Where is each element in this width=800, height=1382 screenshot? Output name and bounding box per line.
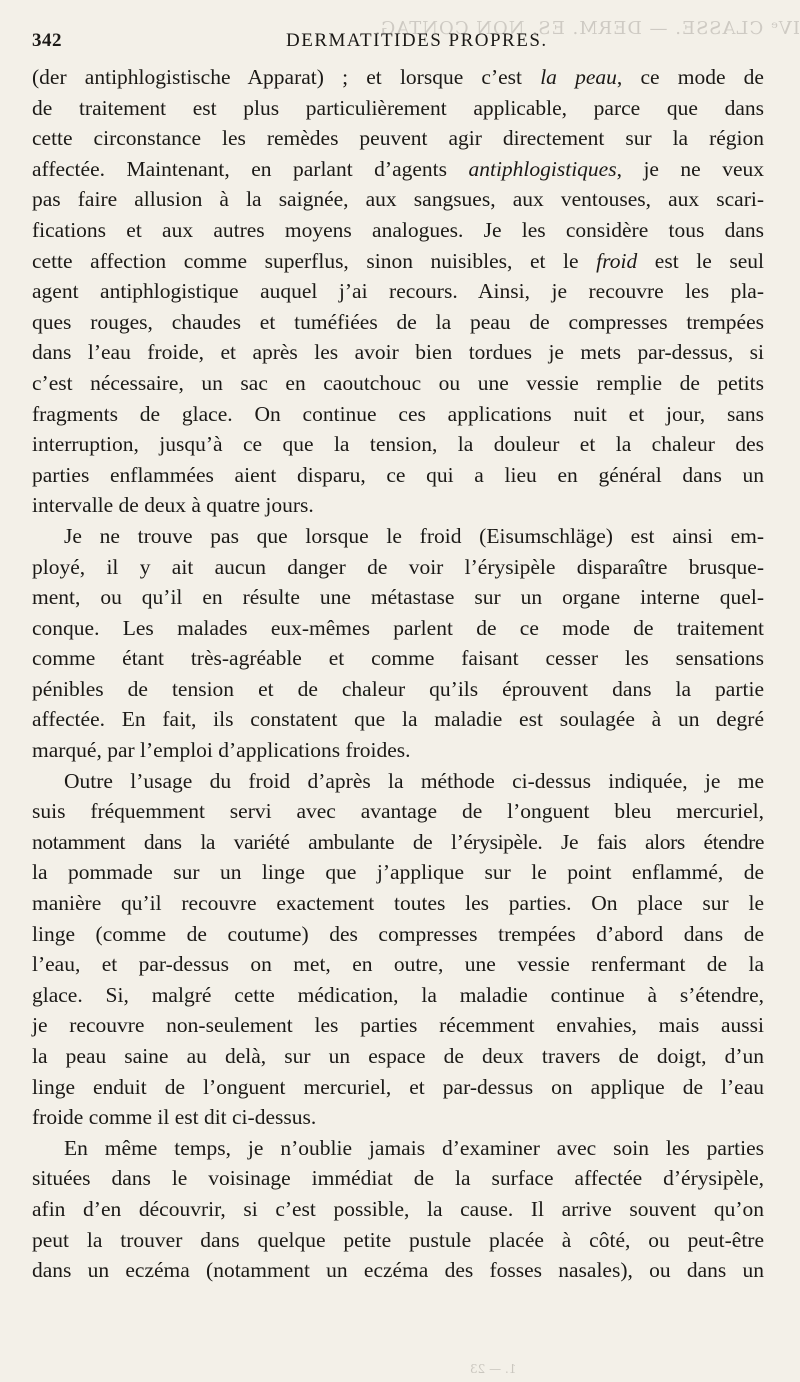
text-line: intervalle de deux à quatre jours. [32,493,314,518]
text-line: En même temps, je n’oublie jamais d’examiner avec soin les parties [64,1135,764,1160]
text-line: suis fréquemment servi avec avantage de l’onguent bleu mercuriel, [32,799,764,824]
text-line: linge (comme de coutume) des compresses trempées d’abord dans de [32,921,764,946]
text-line: situées dans le voisinage immédiat de la surface affectée d’érysipèle, [32,1166,764,1191]
text-line: je recouvre non-seulement les parties récemment envahies, mais aussi [32,1013,764,1038]
paragraph [32,766,764,1133]
text-line: affectée. Maintenant, en parlant d’agents antiphlogistiques, je ne veux [32,156,764,181]
text-line: c’est nécessaire, un sac en caoutchouc ou une vessie remplie de petits [32,370,764,395]
text-line: affectée. En fait, ils constatent que la maladie est soulagée à un degré [32,707,764,732]
paragraph [32,62,764,521]
text-line: cette circonstance les remèdes peuvent agir directement sur la région [32,126,764,151]
page-header [32,26,772,60]
text-line: cette affection comme superflus, sinon nuisibles, et le froid est le seul [32,248,764,273]
text-line: peut la trouver dans quelque petite pustule placée à côté, ou peut-être [32,1227,764,1252]
text-line: ques rouges, chaudes et tuméfiées de la peau de compresses trempées [32,309,764,334]
text-line: pénibles de tension et de chaleur qu’ils éprouvent dans la partie [32,676,764,701]
text-line: de traitement est plus particulièrement applicable, parce que dans [32,95,764,120]
text-line: notamment dans la variété ambulante de l’érysipèle. Je fais alors étendre [32,829,764,854]
running-head: DERMATITIDES PROPRES. [286,30,548,51]
text-line: parties enflammées aient disparu, ce qui a lieu en général dans un [32,462,764,487]
paragraph [32,1133,764,1286]
text-line: dans l’eau froide, et après les avoir bien tordues je mets par-dessus, si [32,340,764,365]
text-line: afin d’en découvrir, si c’est possible, la cause. Il arrive souvent qu’on [32,1196,764,1221]
text-line: froide comme il est dit ci-dessus. [32,1105,317,1130]
text-line: conque. Les malades eux-mêmes parlent de ce mode de traitement [32,615,764,640]
text-line: comme étant très-agréable et comme faisant cesser les sensations [32,646,764,671]
text-line: linge enduit de l’onguent mercuriel, et par-dessus on applique de l’eau [32,1074,764,1099]
paragraph [32,521,764,766]
show-through-text: IVᵉ CLASSE. — DERM. ES, NON CONTAG. [373,18,800,39]
text-line: la pommade sur un linge que j’applique sur le point enflammé, de [32,860,764,885]
text-line: fications et aux autres moyens analogues. Je les considère tous dans [32,217,764,242]
text-line: (der antiphlogistische Apparat) ; et lorsque c’est la peau, ce mode de [32,65,764,89]
body-text [32,62,764,1286]
text-line: agent antiphlogistique auquel j’ai recours. Ainsi, je recouvre les pla- [32,279,764,304]
text-line: manière qu’il recouvre exactement toutes les parties. On place sur le [32,891,764,916]
text-line: fragments de glace. On continue ces applications nuit et jour, sans [32,401,764,426]
text-line: pas faire allusion à la saignée, aux sangsues, aux ventouses, aux scari- [32,187,764,212]
text-line: l’eau, et par-dessus on met, en outre, une vessie renfermant de la [32,952,764,977]
text-line: interruption, jusqu’à ce que la tension, la douleur et la chaleur des [32,432,764,457]
text-line: ment, ou qu’il en résulte une métastase sur un organe interne quel- [32,585,764,610]
text-line: la peau saine au delà, sur un espace de deux travers de doigt, d’un [32,1044,764,1068]
text-line: dans un eczéma (notamment un eczéma des fosses nasales), ou dans un [32,1258,764,1283]
text-line: Outre l’usage du froid d’après la méthode ci-dessus indiquée, je me [64,768,764,793]
text-line: marqué, par l’emploi d’applications froides. [32,738,411,763]
text-line: Je ne trouve pas que lorsque le froid (Eisumschläge) est ainsi em- [64,523,764,548]
show-through-footer: 1. — 23 [470,1362,517,1376]
page-number: 342 [32,30,62,51]
text-line: ployé, il y ait aucun danger de voir l’érysipèle disparaître brusque- [32,554,764,579]
text-line: glace. Si, malgré cette médication, la maladie continue à s’étendre, [32,982,764,1007]
